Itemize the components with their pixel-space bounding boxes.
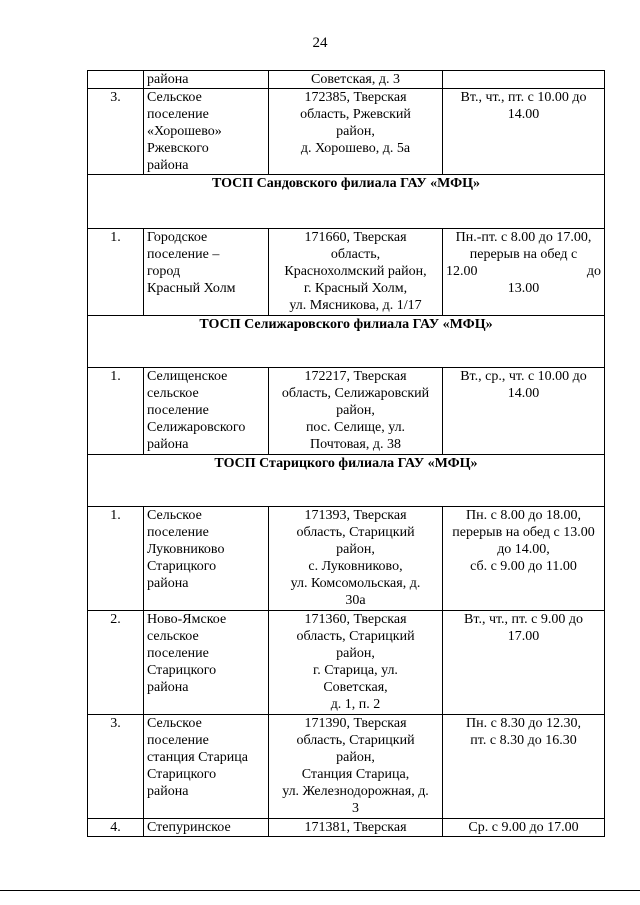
office-address-line: Почтовая, д. 38 bbox=[310, 437, 401, 452]
settlement-name-line: сельское bbox=[147, 629, 199, 644]
settlement-name bbox=[144, 819, 269, 837]
table-row bbox=[88, 715, 605, 819]
office-address-line: район, bbox=[336, 403, 375, 418]
row-number: 1. bbox=[88, 229, 144, 316]
settlement-name-line: Старицкого bbox=[147, 559, 217, 574]
office-address-line: ул. Железнодорожная, д. bbox=[282, 784, 429, 799]
office-address-line: область, Ржевский bbox=[300, 107, 411, 122]
office-address-line: г. Старица, ул. bbox=[313, 663, 398, 678]
settlement-name-line: Ново-Ямское bbox=[147, 612, 227, 627]
settlement-name-line: Старицкого bbox=[147, 663, 217, 678]
office-address-line: 171390, Тверская bbox=[304, 716, 407, 731]
row-number: 4. bbox=[88, 819, 144, 837]
settlement-name-line: Старицкого bbox=[147, 767, 217, 782]
working-hours-line: 17.00 bbox=[507, 629, 540, 644]
office-address-line: пос. Селище, ул. bbox=[305, 420, 406, 435]
settlement-name-line: Селижаровского bbox=[147, 420, 246, 435]
office-address bbox=[269, 71, 443, 89]
office-address bbox=[269, 715, 443, 819]
table-row bbox=[88, 611, 605, 715]
working-hours bbox=[443, 611, 605, 715]
office-address bbox=[269, 89, 443, 175]
section-header-row bbox=[88, 316, 605, 368]
settlement-name-line: района bbox=[147, 784, 189, 799]
table-row bbox=[88, 229, 605, 316]
office-address-line: 171660, Тверская bbox=[304, 230, 407, 245]
settlement-name-line: Городское bbox=[147, 230, 208, 245]
settlement-name-line: станция Старица bbox=[147, 750, 248, 765]
settlement-name-line: «Хорошево» bbox=[147, 124, 222, 139]
settlement-name bbox=[144, 611, 269, 715]
table-row bbox=[88, 819, 605, 837]
settlement-name-line: поселение bbox=[147, 646, 209, 661]
working-hours-line: до 14.00, bbox=[497, 542, 550, 557]
settlement-name-line: района bbox=[147, 680, 189, 695]
office-address-line: Станция Старица, bbox=[301, 767, 410, 782]
working-hours-line: сб. с 9.00 до 11.00 bbox=[470, 559, 577, 574]
working-hours bbox=[443, 71, 605, 89]
row-number: 1. bbox=[88, 368, 144, 455]
office-address-line: 171381, Тверская bbox=[304, 820, 407, 835]
section-header-row bbox=[88, 175, 605, 229]
settlement-name-line: района bbox=[147, 437, 189, 452]
working-hours bbox=[443, 368, 605, 455]
office-address-line: 172385, Тверская bbox=[304, 90, 407, 105]
working-hours-line: Пн. с 8.00 до 18.00, bbox=[466, 508, 581, 523]
settlement-name-line: Красный Холм bbox=[147, 281, 236, 296]
working-hours-line: Пн. с 8.30 до 12.30, bbox=[466, 716, 581, 731]
working-hours bbox=[443, 229, 605, 316]
settlement-name-line: Луковниково bbox=[147, 542, 225, 557]
office-address-line: ул. Мясникова, д. 1/17 bbox=[289, 298, 422, 313]
office-address bbox=[269, 229, 443, 316]
office-address-line: д. Хорошево, д. 5а bbox=[300, 141, 411, 156]
settlement-name-line: Степуринское bbox=[147, 820, 231, 835]
table-row bbox=[88, 71, 605, 89]
office-address bbox=[269, 819, 443, 837]
office-address-line: область, Старицкий bbox=[296, 525, 415, 540]
working-hours-line: пт. с 8.30 до 16.30 bbox=[470, 733, 577, 748]
settlement-name-line: Сельское bbox=[147, 90, 202, 105]
settlement-name-line: района bbox=[147, 72, 189, 87]
row-number: 3. bbox=[88, 89, 144, 175]
settlement-name bbox=[144, 715, 269, 819]
working-hours-line bbox=[446, 263, 601, 280]
bottom-rule bbox=[0, 890, 640, 891]
settlement-name bbox=[144, 71, 269, 89]
working-hours bbox=[443, 715, 605, 819]
row-number: 1. bbox=[88, 507, 144, 611]
office-address-line: 172217, Тверская bbox=[304, 369, 407, 384]
settlement-name-line: сельское bbox=[147, 386, 199, 401]
working-hours-line: Пн.-пт. с 8.00 до 17.00, bbox=[455, 230, 592, 245]
office-address-line: область, Старицкий bbox=[296, 733, 415, 748]
working-hours bbox=[443, 89, 605, 175]
office-address-line: 30а bbox=[345, 593, 366, 608]
settlement-name-line: района bbox=[147, 158, 189, 173]
working-hours-line: 14.00 bbox=[507, 107, 540, 122]
office-address-line: район, bbox=[336, 124, 375, 139]
settlement-name-line: поселение bbox=[147, 733, 209, 748]
office-address-line: район, bbox=[336, 646, 375, 661]
settlement-name-line: поселение bbox=[147, 107, 209, 122]
office-address-line: г. Красный Холм, bbox=[303, 281, 408, 296]
section-title: ТОСП Старицкого филиала ГАУ «МФЦ» bbox=[88, 455, 605, 507]
offices-table bbox=[87, 70, 605, 837]
office-address-line: 3 bbox=[352, 801, 359, 816]
settlement-name bbox=[144, 89, 269, 175]
working-hours-line: 13.00 bbox=[507, 281, 540, 296]
section-header-row bbox=[88, 455, 605, 507]
row-number: 3. bbox=[88, 715, 144, 819]
office-address-line: ул. Комсомольская, д. bbox=[290, 576, 421, 591]
settlement-name-line: город bbox=[147, 264, 181, 279]
settlement-name-line: района bbox=[147, 576, 189, 591]
settlement-name-line: Сельское bbox=[147, 716, 202, 731]
page-number: 24 bbox=[312, 35, 328, 51]
working-hours-word: 12.00 bbox=[446, 264, 478, 279]
table-row bbox=[88, 89, 605, 175]
table-row bbox=[88, 368, 605, 455]
working-hours-line: перерыв на обед с bbox=[469, 247, 578, 262]
office-address bbox=[269, 611, 443, 715]
row-number: 2. bbox=[88, 611, 144, 715]
office-address-line: Краснохолмский район, bbox=[284, 264, 427, 279]
office-address-line: область, bbox=[330, 247, 381, 262]
working-hours-line: Вт., чт., пт. с 9.00 до bbox=[464, 612, 583, 627]
table-row bbox=[88, 507, 605, 611]
office-address bbox=[269, 507, 443, 611]
settlement-name bbox=[144, 507, 269, 611]
working-hours-line: перерыв на обед с 13.00 bbox=[452, 525, 595, 540]
office-address-line: д. 1, п. 2 bbox=[330, 697, 381, 712]
section-title: ТОСП Сандовского филиала ГАУ «МФЦ» bbox=[88, 175, 605, 229]
settlement-name bbox=[144, 229, 269, 316]
working-hours-word: до bbox=[586, 264, 601, 279]
section-title: ТОСП Селижаровского филиала ГАУ «МФЦ» bbox=[88, 316, 605, 368]
office-address-line: Советская, bbox=[323, 680, 388, 695]
office-address-line: район, bbox=[336, 750, 375, 765]
working-hours bbox=[443, 819, 605, 837]
working-hours-line: 14.00 bbox=[507, 386, 540, 401]
office-address-line: с. Луковниково, bbox=[308, 559, 403, 574]
office-address-line: Советская, д. 3 bbox=[311, 72, 400, 87]
office-address-line: 171360, Тверская bbox=[304, 612, 407, 627]
settlement-name-line: Сельское bbox=[147, 508, 202, 523]
settlement-name-line: Ржевского bbox=[147, 141, 209, 156]
settlement-name bbox=[144, 368, 269, 455]
settlement-name-line: поселение – bbox=[147, 247, 220, 262]
office-address-line: район, bbox=[336, 542, 375, 557]
working-hours-line: Вт., ср., чт. с 10.00 до bbox=[460, 369, 587, 384]
settlement-name-line: Селищенское bbox=[147, 369, 228, 384]
office-address-line: 171393, Тверская bbox=[304, 508, 407, 523]
settlement-name-line: поселение bbox=[147, 525, 209, 540]
office-address-line: область, Селижаровский bbox=[281, 386, 430, 401]
working-hours-line: Вт., чт., пт. с 10.00 до bbox=[460, 90, 587, 105]
office-address bbox=[269, 368, 443, 455]
working-hours-line: Ср. с 9.00 до 17.00 bbox=[468, 820, 579, 835]
office-address-line: область, Старицкий bbox=[296, 629, 415, 644]
working-hours bbox=[443, 507, 605, 611]
settlement-name-line: поселение bbox=[147, 403, 209, 418]
offices-table-body bbox=[88, 71, 605, 837]
row-number bbox=[88, 71, 144, 89]
